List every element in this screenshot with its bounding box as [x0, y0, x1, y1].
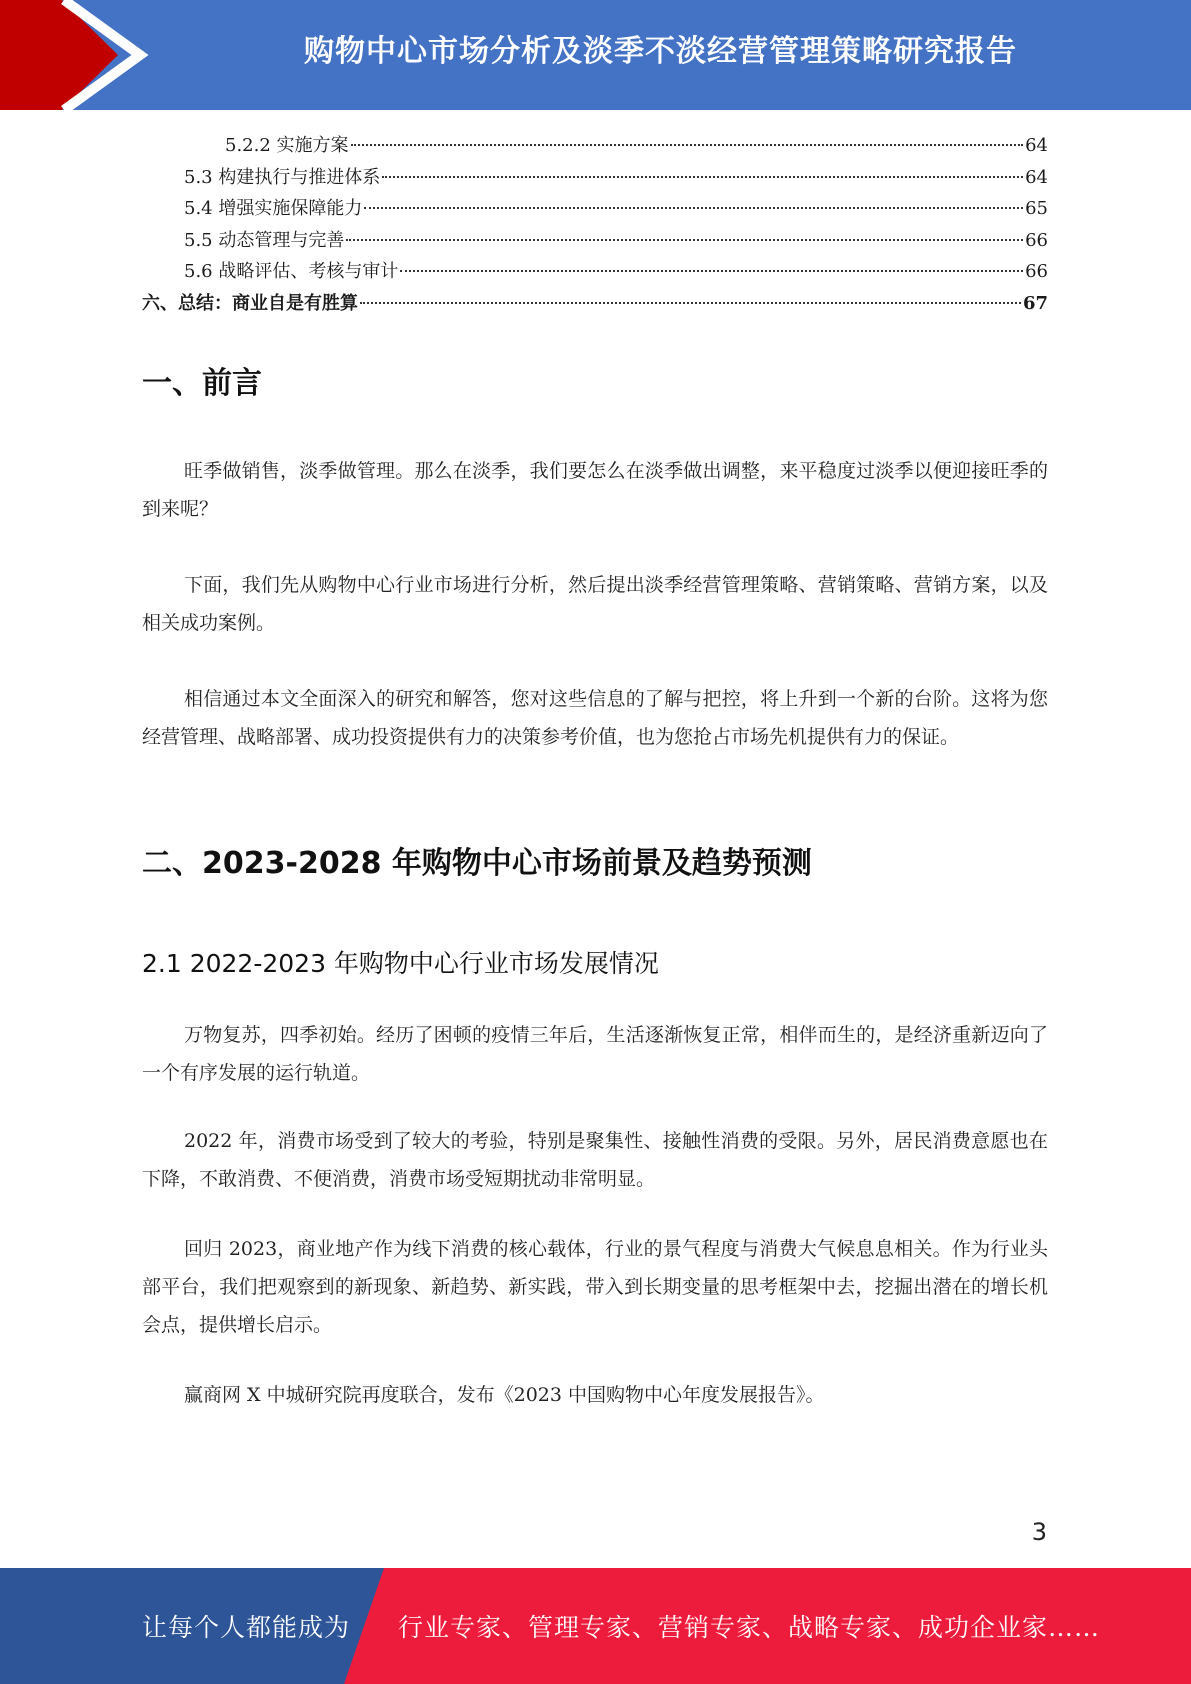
toc-leader-dots	[346, 238, 1023, 241]
toc-entry[interactable]	[142, 256, 1048, 288]
paragraph: 2022 年，消费市场受到了较大的考验，特别是聚集性、接触性消费的受限。另外，居民消费意愿也在下降，不敢消费、不便消费，消费市场受短期扰动非常明显。	[142, 1130, 1048, 1190]
toc-leader-dots	[351, 143, 1024, 146]
toc-entry-page: 66	[1025, 261, 1048, 282]
table-of-contents	[142, 130, 1048, 319]
subsection-heading: 2.1 2022-2023 年购物中心行业市场发展情况	[142, 949, 659, 978]
paragraph: 回归 2023，商业地产作为线下消费的核心载体，行业的景气程度与消费大气候息息相关。作为行业头部平台，我们把观察到的新现象、新趋势、新实践，带入到长期变量的思考框架中去，挖掘出潜在的增长机会点，提供增长启示。	[142, 1238, 1048, 1336]
toc-entry[interactable]	[142, 193, 1048, 225]
toc-entry[interactable]	[142, 130, 1048, 162]
toc-leader-dots	[364, 206, 1023, 209]
section-heading-preface: 一、前言	[142, 366, 262, 401]
toc-entry-label: 六、总结：商业自是有胜算	[142, 292, 358, 314]
toc-leader-dots	[382, 175, 1023, 178]
paragraph: 旺季做销售，淡季做管理。那么在淡季，我们要怎么在淡季做出调整，来平稳度过淡季以便迎接旺季的到来呢？	[142, 460, 1048, 520]
toc-entry-page: 64	[1025, 166, 1048, 188]
page-footer	[0, 1568, 1191, 1684]
paragraph: 相信通过本文全面深入的研究和解答，您对这些信息的了解与把控，将上升到一个新的台阶。这将为您经营管理、战略部署、成功投资提供有力的决策参考价值，也为您抢占市场先机提供有力的保证。	[142, 688, 1048, 748]
page-number: 3	[1031, 1518, 1047, 1546]
toc-entry-page: 64	[1025, 135, 1048, 156]
toc-entry-page: 66	[1025, 229, 1048, 251]
toc-entry-label: 5.6 战略评估、考核与审计	[184, 261, 399, 282]
toc-entry[interactable]	[142, 162, 1048, 194]
footer-slogan-left: 让每个人都能成为	[142, 1613, 351, 1642]
footer-slogan-right: 行业专家、管理专家、营销专家、战略专家、成功企业家……	[398, 1613, 1101, 1642]
toc-entry-label: 5.5 动态管理与完善	[184, 229, 345, 251]
toc-entry-label: 5.4 增强实施保障能力	[184, 198, 363, 219]
paragraph: 下面，我们先从购物中心行业市场进行分析，然后提出淡季经营管理策略、营销策略、营销方案，以及相关成功案例。	[142, 574, 1048, 634]
section-heading-forecast: 二、2023-2028 年购物中心市场前景及趋势预测	[142, 846, 812, 881]
toc-leader-dots	[400, 269, 1023, 272]
report-title: 购物中心市场分析及淡季不淡经营管理策略研究报告	[304, 34, 1017, 69]
toc-entry-page: 65	[1025, 198, 1048, 219]
paragraph: 赢商网 X 中城研究院再度联合，发布《2023 中国购物中心年度发展报告》。	[184, 1384, 825, 1406]
toc-entry[interactable]	[142, 288, 1048, 320]
toc-entry-page: 67	[1022, 292, 1048, 314]
page-header	[0, 0, 1191, 110]
toc-entry-label: 5.2.2 实施方案	[225, 135, 349, 156]
toc-entry-label: 5.3 构建执行与推进体系	[184, 166, 381, 188]
paragraph: 万物复苏，四季初始。经历了困顿的疫情三年后，生活逐渐恢复正常，相伴而生的，是经济重新迈向了一个有序发展的运行轨道。	[142, 1024, 1048, 1084]
toc-leader-dots	[360, 301, 1021, 304]
toc-entry[interactable]	[142, 225, 1048, 257]
header-arrow-decoration	[0, 0, 180, 110]
